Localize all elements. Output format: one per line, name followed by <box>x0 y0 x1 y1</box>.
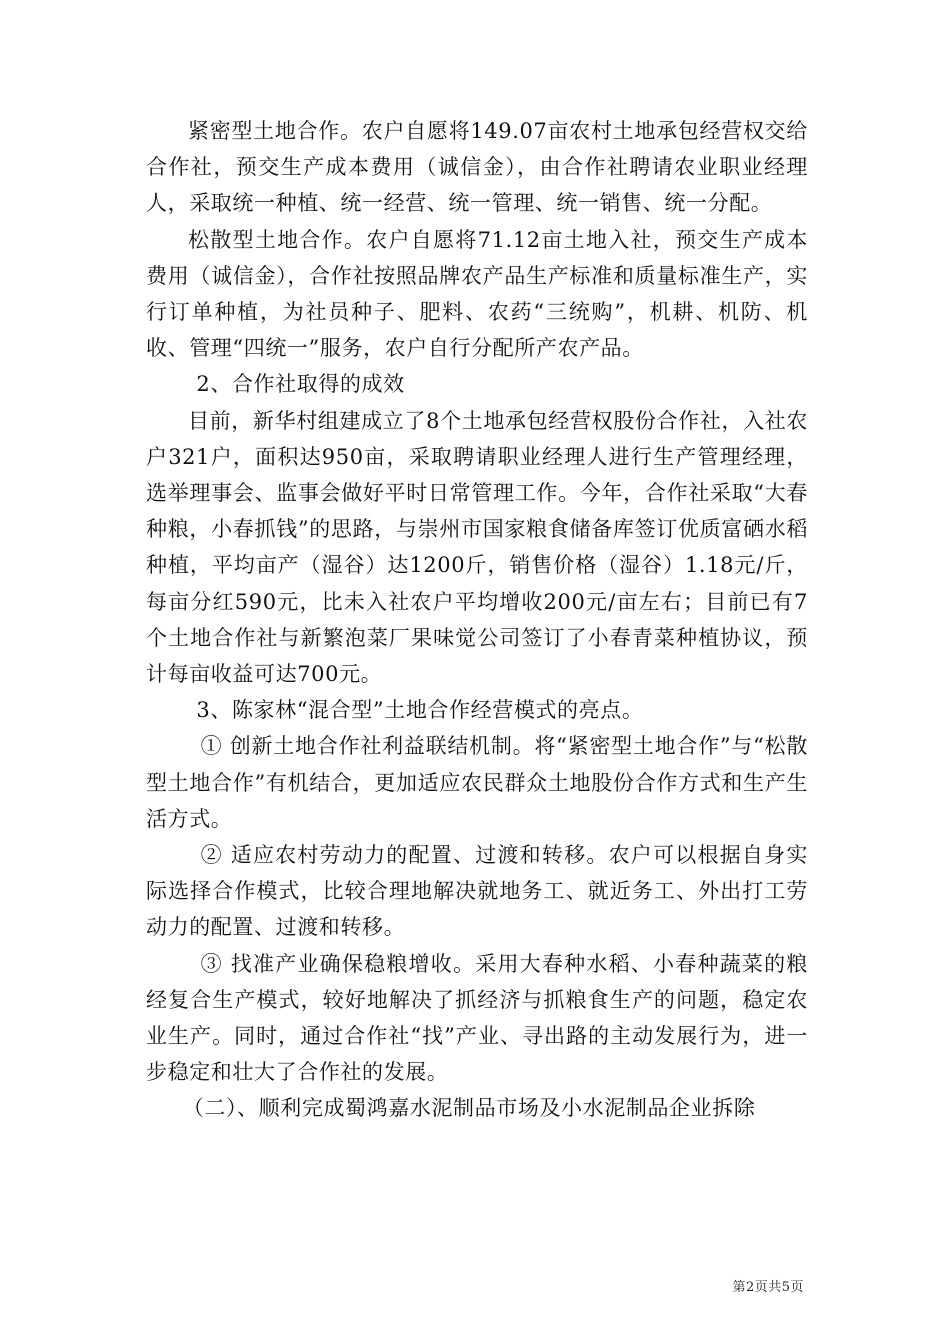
subheading-cooperative-results: 2、合作社取得的成效 <box>196 372 405 397</box>
paragraph-loose-land-cooperation: 松散型土地合作。农户自愿将71.12亩土地入社，预交生产成本费用（诚信金），合作社按照品牌农产品生产标准和质量标准生产，实行订单种植，为社员种子、肥料、农药“三统购”，机耕、机防、机收、管理“四统一”服务，农户自行分配所产农产品。 <box>146 227 808 361</box>
page-number-footer: 第2页共5页 <box>732 1280 804 1295</box>
paragraph-highlight-1: ① 创新土地合作社利益联结机制。将“紧密型土地合作”与“松散型土地合作”有机结合，更加适应农民群众土地股份合作方式和生产生活方式。 <box>146 734 808 831</box>
paragraph-tight-land-cooperation: 紧密型土地合作。农户自愿将149.07亩农村土地承包经营权交给合作社，预交生产成本费用（诚信金），由合作社聘请农业职业经理人，采取统一种植、统一经营、统一管理、统一销售、统一分配。 <box>146 119 808 216</box>
subheading-model-highlights: 3、陈家林“混合型”土地合作经营模式的亮点。 <box>196 698 644 723</box>
document-body <box>146 113 808 1127</box>
paragraph-highlight-2: ② 适应农村劳动力的配置、过渡和转移。农户可以根据自身实际选择合作模式，比较合理地解决就地务工、就近务工、外出打工劳动力的配置、过渡和转移。 <box>146 843 808 940</box>
paragraph-cooperative-results: 目前，新华村组建成立了8个土地承包经营权股份合作社，入社农户321户，面积达950亩，采取聘请职业经理人进行生产管理经理，选举理事会、监事会做好平时日常管理工作。今年，合作社采取“大春种粮，小春抓钱”的思路，与崇州市国家粮食储备库签订优质富硒水稻种植，平均亩产（湿谷）达1200斤，销售价格（湿谷）1.18元/斤，每亩分红590元，比未入社农户平均增收200元/亩左右；目前已有7个土地合作社与新繁泡菜厂果味觉公司签订了小春青菜种植协议，预计每亩收益可达700元。 <box>146 408 808 687</box>
paragraph-highlight-3: ③ 找准产业确保稳粮增收。采用大春种水稻、小春种蔬菜的粮经复合生产模式，较好地解决了抓经济与抓粮食生产的问题，稳定农业生产。同时，通过合作社“找”产业、寻出路的主动发展行为，进一步稳定和壮大了合作社的发展。 <box>146 951 808 1085</box>
section-heading-cement-market: （二）、顺利完成蜀鸿嘉水泥制品市场及小水泥制品企业拆除 <box>182 1096 756 1121</box>
